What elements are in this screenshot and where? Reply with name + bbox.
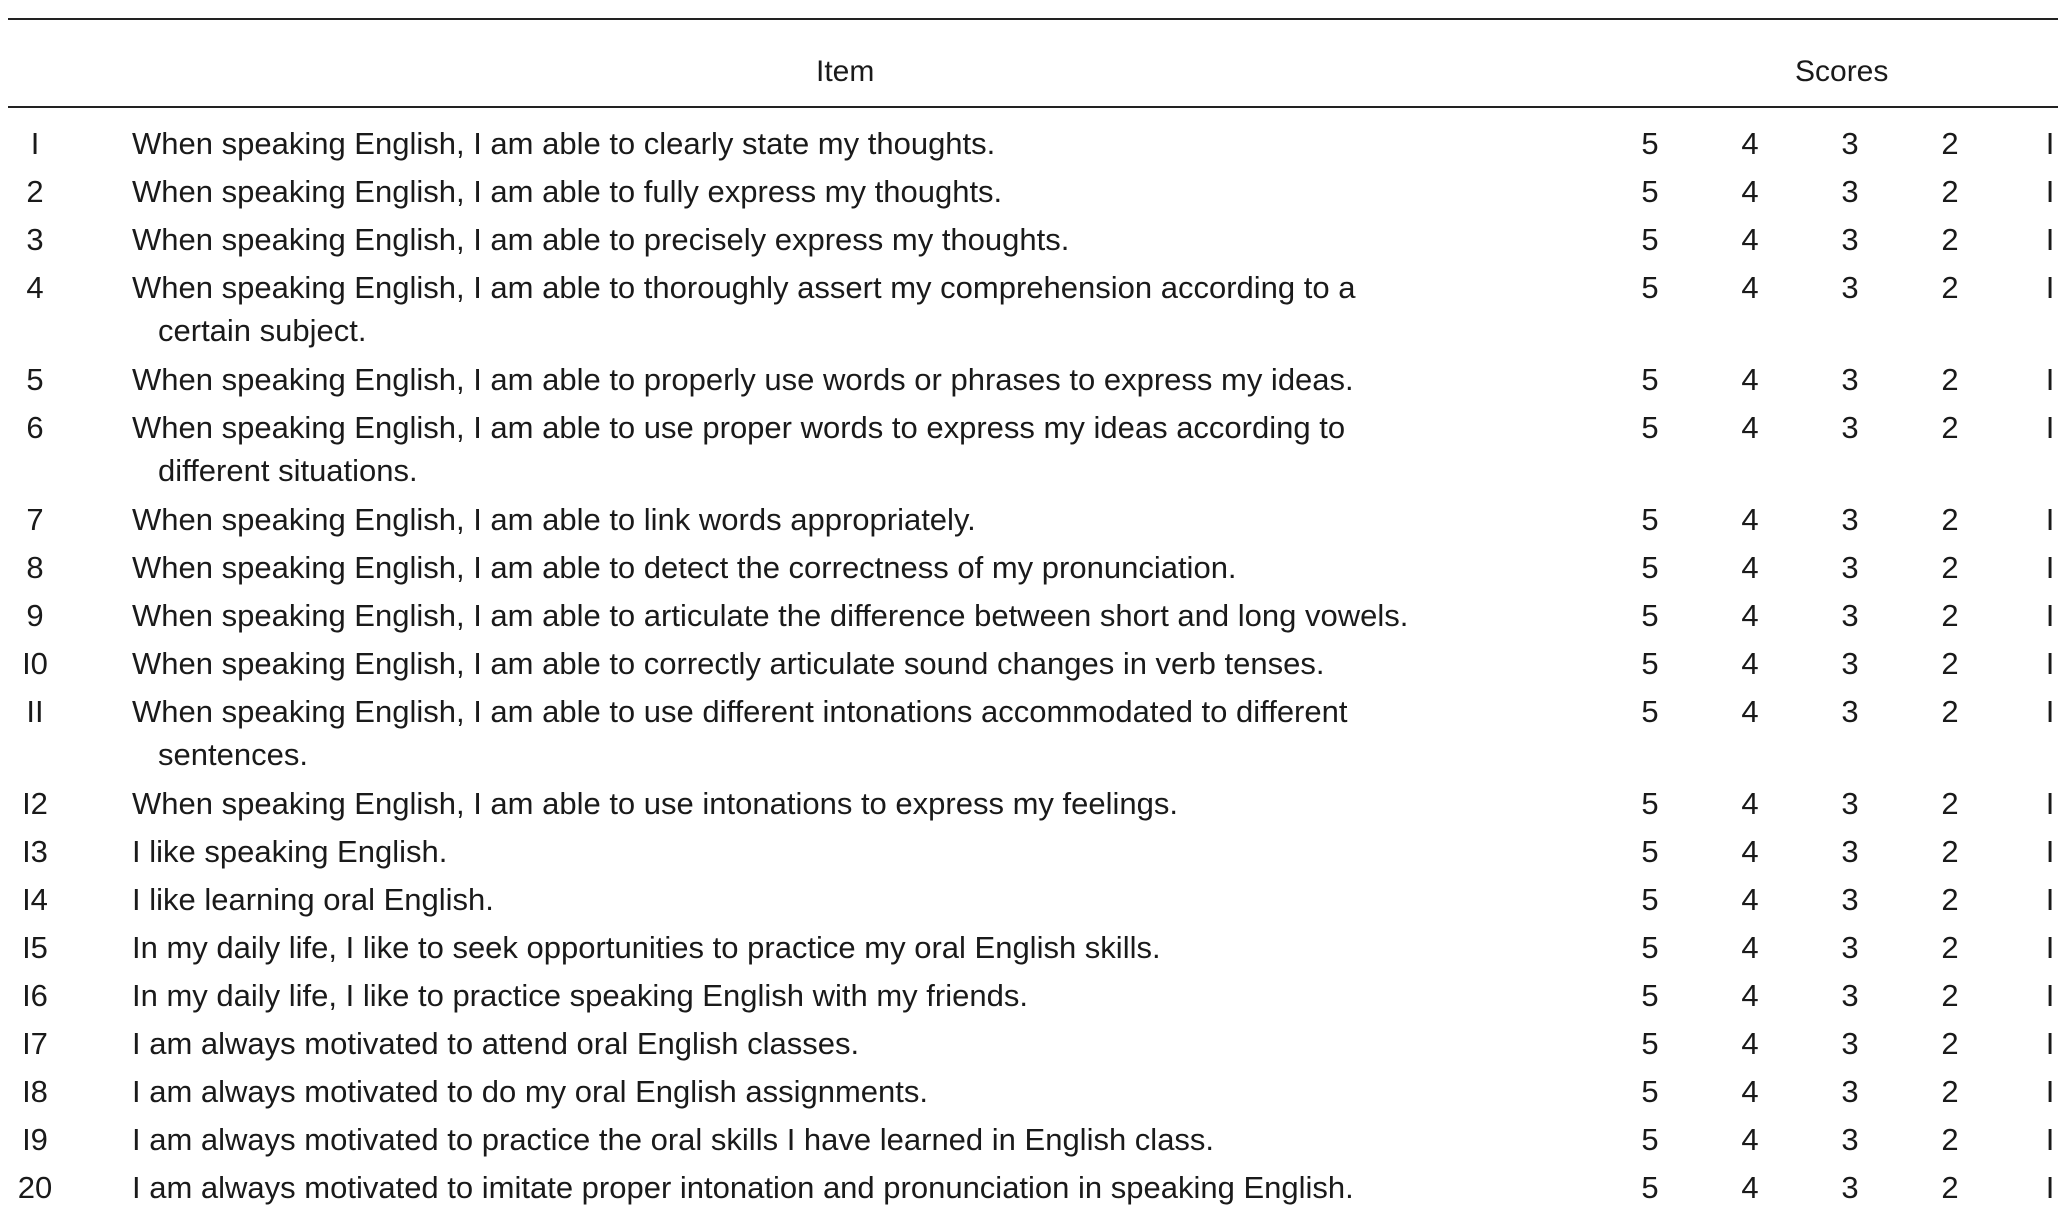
- item-text-line: When speaking English, I am able to use proper words to express my ideas according to: [132, 410, 1346, 445]
- score-option: 4: [1741, 362, 1759, 397]
- score-option: I: [2045, 502, 2055, 537]
- score-option: 3: [1841, 1170, 1859, 1205]
- score-option: 4: [1741, 1122, 1759, 1157]
- table-row: [0, 924, 2058, 972]
- score-option: 2: [1941, 646, 1959, 681]
- score-option: 4: [1741, 598, 1759, 633]
- item-text-line: When speaking English, I am able to clearly state my thoughts.: [132, 126, 996, 161]
- item-text-line: When speaking English, I am able to properly use words or phrases to express my ideas.: [132, 362, 1354, 397]
- score-option: 3: [1841, 270, 1859, 305]
- item-text: [132, 640, 1562, 685]
- score-option: 5: [1641, 1122, 1659, 1157]
- item-text: [132, 688, 1562, 776]
- table-row: [0, 404, 2058, 496]
- score-option: 5: [1641, 126, 1659, 161]
- table-row: [0, 168, 2058, 216]
- item-text-line: In my daily life, I like to practice speaking English with my friends.: [132, 978, 1028, 1013]
- item-text-line: I like learning oral English.: [132, 882, 494, 917]
- table-row: [0, 1020, 2058, 1068]
- score-option: I: [2045, 646, 2055, 681]
- score-option: I: [2045, 362, 2055, 397]
- item-text: [132, 1116, 1562, 1161]
- item-number: 3: [26, 222, 44, 257]
- score-option: 2: [1941, 1170, 1959, 1205]
- item-column-header: Item: [816, 55, 875, 88]
- score-option: 5: [1641, 222, 1659, 257]
- score-option: 3: [1841, 362, 1859, 397]
- item-text-line: I like speaking English.: [132, 834, 448, 869]
- score-option: I: [2045, 126, 2055, 161]
- table-row: [0, 876, 2058, 924]
- table-row: [0, 640, 2058, 688]
- score-option: 3: [1841, 646, 1859, 681]
- item-text-line: When speaking English, I am able to correctly articulate sound changes in verb tenses.: [132, 646, 1325, 681]
- score-option: 2: [1941, 222, 1959, 257]
- score-option: 5: [1641, 362, 1659, 397]
- score-option: 3: [1841, 1026, 1859, 1061]
- item-text-line: When speaking English, I am able to thoroughly assert my comprehension according to a: [132, 270, 1356, 305]
- score-option: 3: [1841, 834, 1859, 869]
- score-option: 5: [1641, 1170, 1659, 1205]
- score-option: 4: [1741, 1170, 1759, 1205]
- scores-column-header: Scores: [1795, 55, 1889, 88]
- item-number: 6: [26, 410, 44, 445]
- item-number: 20: [17, 1170, 53, 1205]
- item-text: [132, 264, 1562, 352]
- score-option: I: [2045, 1170, 2055, 1205]
- score-option: 4: [1741, 786, 1759, 821]
- item-text: [132, 544, 1562, 589]
- score-option: 4: [1741, 550, 1759, 585]
- score-option: 4: [1741, 882, 1759, 917]
- table-row: [0, 1116, 2058, 1164]
- item-text: [132, 216, 1562, 261]
- score-option: I: [2045, 222, 2055, 257]
- item-number: I9: [22, 1122, 48, 1157]
- score-option: I: [2045, 1122, 2055, 1157]
- item-number: I8: [22, 1074, 48, 1109]
- score-option: 2: [1941, 930, 1959, 965]
- table-row: [0, 828, 2058, 876]
- item-text-line: When speaking English, I am able to link words appropriately.: [132, 502, 976, 537]
- item-text: [132, 780, 1562, 825]
- item-text-line: When speaking English, I am able to articulate the difference between short and long vowels.: [132, 598, 1409, 633]
- score-option: 3: [1841, 126, 1859, 161]
- score-option: 3: [1841, 930, 1859, 965]
- score-option: 3: [1841, 598, 1859, 633]
- item-number: I6: [22, 978, 48, 1013]
- score-option: 3: [1841, 174, 1859, 209]
- score-option: 5: [1641, 786, 1659, 821]
- item-text: [132, 828, 1562, 873]
- item-text-line: I am always motivated to practice the oral skills I have learned in English class.: [132, 1122, 1215, 1157]
- score-option: 4: [1741, 270, 1759, 305]
- item-text: [132, 1020, 1562, 1065]
- score-option: 5: [1641, 1074, 1659, 1109]
- score-option: 4: [1741, 930, 1759, 965]
- table-row: [0, 120, 2058, 168]
- score-option: 3: [1841, 978, 1859, 1013]
- item-text: [132, 356, 1562, 401]
- table-row: [0, 264, 2058, 356]
- score-option: 5: [1641, 1026, 1659, 1061]
- score-option: 5: [1641, 930, 1659, 965]
- item-text-line: In my daily life, I like to seek opportunities to practice my oral English skills.: [132, 930, 1161, 965]
- score-option: I: [2045, 882, 2055, 917]
- item-text: [132, 1164, 1562, 1209]
- score-option: I: [2045, 930, 2055, 965]
- score-option: 3: [1841, 1122, 1859, 1157]
- item-text: [132, 592, 1562, 637]
- score-option: 4: [1741, 1074, 1759, 1109]
- table-row: [0, 216, 2058, 264]
- score-option: 3: [1841, 502, 1859, 537]
- table-top-rule: [8, 18, 2058, 20]
- item-text-line: When speaking English, I am able to detect the correctness of my pronunciation.: [132, 550, 1237, 585]
- score-option: 3: [1841, 222, 1859, 257]
- item-text-line: I am always motivated to imitate proper intonation and pronunciation in speaking English.: [132, 1170, 1354, 1205]
- score-option: 2: [1941, 694, 1959, 729]
- item-text-line: When speaking English, I am able to fully express my thoughts.: [132, 174, 1003, 209]
- score-option: I: [2045, 978, 2055, 1013]
- item-number: 7: [26, 502, 44, 537]
- score-option: 2: [1941, 410, 1959, 445]
- item-number: 2: [26, 174, 44, 209]
- item-text: [132, 972, 1562, 1017]
- table-row: [0, 356, 2058, 404]
- item-number: 4: [26, 270, 44, 305]
- score-option: 2: [1941, 786, 1959, 821]
- item-number: 8: [26, 550, 44, 585]
- item-number: II: [26, 694, 44, 729]
- score-option: 5: [1641, 882, 1659, 917]
- item-text: [132, 876, 1562, 921]
- score-option: 2: [1941, 598, 1959, 633]
- score-option: 2: [1941, 550, 1959, 585]
- item-number: I2: [22, 786, 48, 821]
- item-text-line: I am always motivated to do my oral English assignments.: [132, 1074, 929, 1109]
- table-body: [0, 120, 2058, 1212]
- score-option: 3: [1841, 694, 1859, 729]
- score-option: 5: [1641, 694, 1659, 729]
- item-text-line: When speaking English, I am able to use different intonations accommodated to different: [132, 694, 1348, 729]
- score-option: 3: [1841, 550, 1859, 585]
- score-option: I: [2045, 174, 2055, 209]
- table-row: [0, 688, 2058, 780]
- score-option: 5: [1641, 502, 1659, 537]
- item-number: I3: [22, 834, 48, 869]
- score-option: 4: [1741, 978, 1759, 1013]
- score-option: I: [2045, 270, 2055, 305]
- score-option: 5: [1641, 550, 1659, 585]
- item-number: I: [30, 126, 40, 161]
- table-row: [0, 1068, 2058, 1116]
- score-option: 3: [1841, 1074, 1859, 1109]
- table-row: [0, 1164, 2058, 1212]
- item-text: [132, 496, 1562, 541]
- item-text-line: When speaking English, I am able to precisely express my thoughts.: [132, 222, 1070, 257]
- score-option: 2: [1941, 882, 1959, 917]
- item-number: I7: [22, 1026, 48, 1061]
- table-row: [0, 972, 2058, 1020]
- table-header-rule: [8, 106, 2058, 108]
- score-option: 2: [1941, 270, 1959, 305]
- item-text: [132, 404, 1562, 492]
- score-option: I: [2045, 410, 2055, 445]
- table-row: [0, 544, 2058, 592]
- score-option: 4: [1741, 174, 1759, 209]
- score-option: 5: [1641, 270, 1659, 305]
- score-option: 4: [1741, 646, 1759, 681]
- score-option: I: [2045, 550, 2055, 585]
- score-option: I: [2045, 598, 2055, 633]
- score-option: 5: [1641, 410, 1659, 445]
- score-option: I: [2045, 834, 2055, 869]
- table-row: [0, 780, 2058, 828]
- score-option: 2: [1941, 362, 1959, 397]
- item-text: [132, 120, 1562, 165]
- score-option: 5: [1641, 598, 1659, 633]
- score-option: 4: [1741, 126, 1759, 161]
- score-option: 2: [1941, 1026, 1959, 1061]
- score-option: 5: [1641, 646, 1659, 681]
- table-row: [0, 592, 2058, 640]
- score-option: 4: [1741, 410, 1759, 445]
- score-option: 5: [1641, 978, 1659, 1013]
- item-text-continuation: certain subject.: [158, 313, 367, 348]
- score-option: 5: [1641, 174, 1659, 209]
- score-option: 2: [1941, 126, 1959, 161]
- item-text-continuation: different situations.: [158, 453, 418, 488]
- score-option: 2: [1941, 978, 1959, 1013]
- score-option: 3: [1841, 882, 1859, 917]
- score-option: 4: [1741, 1026, 1759, 1061]
- item-text: [132, 924, 1562, 969]
- score-option: I: [2045, 694, 2055, 729]
- score-option: I: [2045, 1074, 2055, 1109]
- item-number: I5: [22, 930, 48, 965]
- item-text-line: I am always motivated to attend oral English classes.: [132, 1026, 860, 1061]
- score-option: 5: [1641, 834, 1659, 869]
- score-option: 2: [1941, 1074, 1959, 1109]
- item-number: I0: [22, 646, 48, 681]
- item-number: 9: [26, 598, 44, 633]
- score-option: 2: [1941, 502, 1959, 537]
- score-option: 4: [1741, 502, 1759, 537]
- item-number: 5: [26, 362, 44, 397]
- score-option: 4: [1741, 834, 1759, 869]
- item-number: I4: [22, 882, 48, 917]
- score-option: 4: [1741, 694, 1759, 729]
- score-option: I: [2045, 786, 2055, 821]
- score-option: 4: [1741, 222, 1759, 257]
- table-row: [0, 496, 2058, 544]
- score-option: 3: [1841, 786, 1859, 821]
- score-option: I: [2045, 1026, 2055, 1061]
- score-option: 2: [1941, 1122, 1959, 1157]
- item-text: [132, 168, 1562, 213]
- item-text: [132, 1068, 1562, 1113]
- score-option: 2: [1941, 834, 1959, 869]
- item-text-line: When speaking English, I am able to use intonations to express my feelings.: [132, 786, 1178, 821]
- item-text-continuation: sentences.: [158, 737, 308, 772]
- score-option: 3: [1841, 410, 1859, 445]
- score-option: 2: [1941, 174, 1959, 209]
